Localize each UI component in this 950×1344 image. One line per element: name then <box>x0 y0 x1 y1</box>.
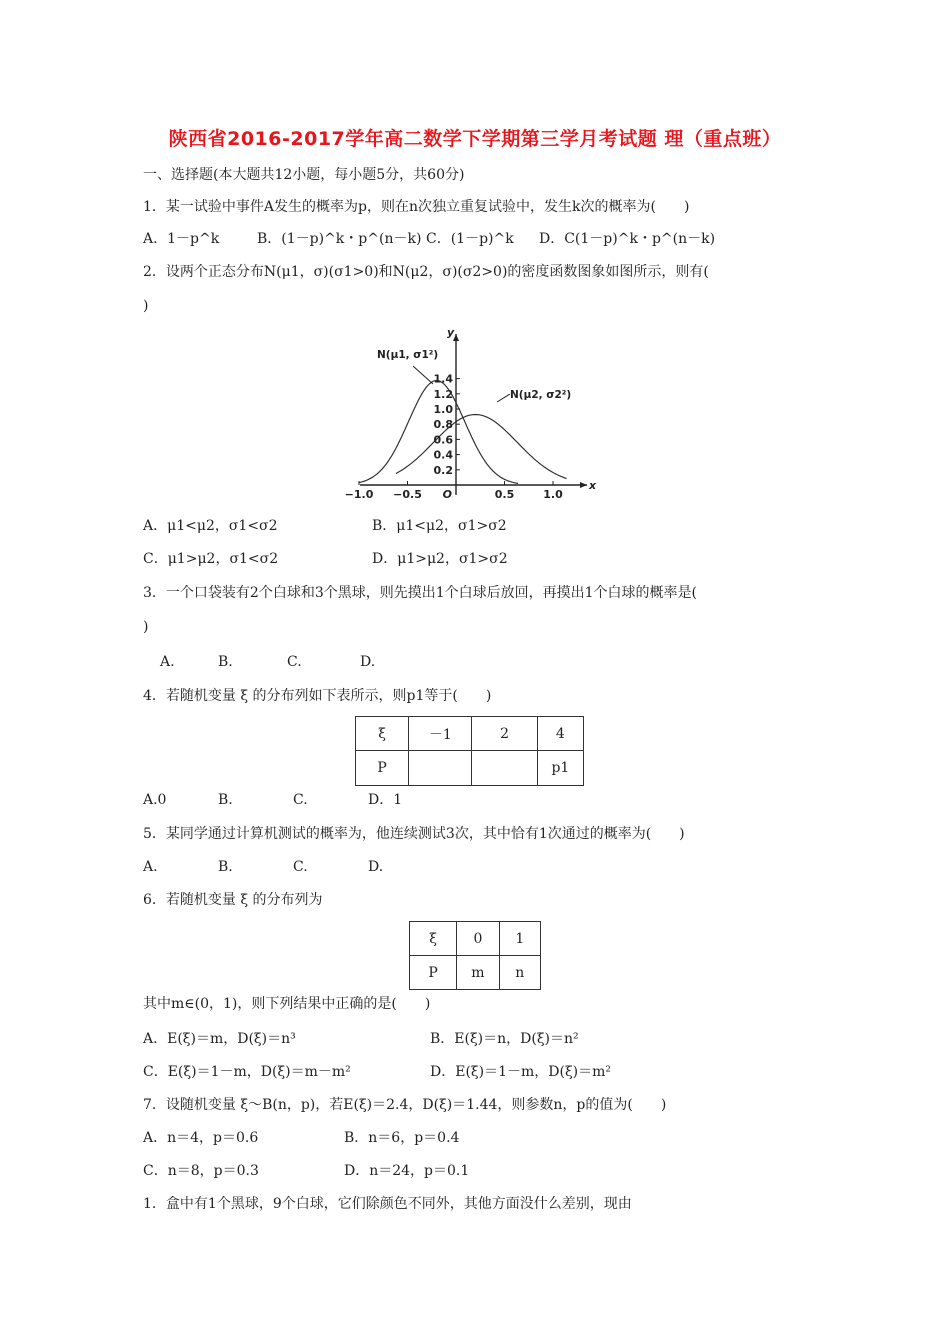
q7-option-d: D．n＝24，p＝0.1 <box>344 1163 470 1179</box>
q4-option-b: B. <box>218 792 233 808</box>
q6-cell: ξ <box>410 922 457 956</box>
y-tick-label: 0.6 <box>433 433 453 447</box>
q4-cell: 4 <box>537 717 583 751</box>
question-2-stem-cont: ) <box>143 298 149 314</box>
q6-cell: 0 <box>457 922 499 956</box>
q4-option-d: D．1 <box>368 792 403 808</box>
q5-option-a: A. <box>143 859 158 875</box>
q6-cell: P <box>410 956 457 990</box>
x-tick-label: −1.0 <box>344 488 374 501</box>
q6-option-a: A．E(ξ)＝m，D(ξ)＝n³ <box>143 1031 296 1047</box>
q2-option-c: C．μ1>μ2，σ1<σ2 <box>143 551 279 567</box>
q4-option-a: A.0 <box>143 792 167 808</box>
q1-option-d: D．C(1－p)^k・p^(n－k) <box>539 231 716 247</box>
q4-cell: －1 <box>409 717 472 751</box>
series-label: N(μ1, σ1²) <box>377 349 439 361</box>
q4-cell: p1 <box>537 751 583 786</box>
q5-option-b: B. <box>218 859 233 875</box>
q2-option-d: D．μ1>μ2，σ1>σ2 <box>372 551 508 567</box>
normal-density-chart <box>344 322 605 502</box>
q5-option-d: D. <box>368 859 384 875</box>
q3-option-b: B. <box>218 654 233 670</box>
series-label: N(μ2, σ2²) <box>510 389 572 401</box>
y-tick-label: 0.8 <box>433 418 453 432</box>
y-tick-label: 1.4 <box>433 372 453 386</box>
q3-option-d: D. <box>360 654 376 670</box>
q6-option-d: D．E(ξ)＝1－m，D(ξ)＝m² <box>430 1064 612 1080</box>
x-tick-label: 1.0 <box>543 488 563 501</box>
question-1-stem: 1．某一试验中事件A发生的概率为p，则在n次独立重复试验中，发生k次的概率为( ) <box>143 199 690 215</box>
question-6-stem: 6．若随机变量 ξ 的分布列为 <box>143 892 323 908</box>
question-5-stem: 5．某同学通过计算机测试的概率为，他连续测试3次，其中恰有1次通过的概率为( ) <box>143 826 685 842</box>
y-tick-label: 1.2 <box>433 387 453 401</box>
section-heading: 一、选择题(本大题共12小题，每小题5分，共60分) <box>143 167 465 183</box>
q4-cell: P <box>356 751 409 786</box>
chart-labels <box>345 326 597 501</box>
question-2-stem: 2．设两个正态分布N(μ1，σ)(σ1>0)和N(μ2，σ)(σ2>0)的密度函数图象如图所示，则有( <box>143 264 709 280</box>
q6-option-b: B．E(ξ)＝n，D(ξ)＝n² <box>430 1031 579 1047</box>
question-3-stem: 3．一个口袋装有2个白球和3个黑球，则先摸出1个白球后放回，再摸出1个白球的概率是( <box>143 585 697 601</box>
q1-option-c: C．(1－p)^k <box>426 231 514 247</box>
exam-title: 陕西省2016-2017学年高二数学下学期第三学月考试题 理（重点班） <box>168 128 782 150</box>
q5-option-c: C. <box>293 859 308 875</box>
y-axis-label: y <box>447 326 455 339</box>
question-7-stem: 7．设随机变量 ξ～B(n，p)，若E(ξ)＝2.4，D(ξ)＝1.44，则参数n，p的值为( ) <box>143 1097 667 1113</box>
series-pointer <box>413 366 433 384</box>
q3-option-a: A. <box>160 654 175 670</box>
q6-cell: n <box>499 956 540 990</box>
q7-option-b: B．n＝6，p＝0.4 <box>344 1130 460 1146</box>
question-3-stem-cont: ) <box>143 619 149 635</box>
q7-option-c: C．n＝8，p＝0.3 <box>143 1163 259 1179</box>
y-tick-label: 0.2 <box>433 463 453 477</box>
question-4-stem: 4．若随机变量 ξ 的分布列如下表所示，则p1等于( ) <box>143 688 492 704</box>
q3-option-c: C. <box>287 654 302 670</box>
q2-option-a: A．μ1<μ2，σ1<σ2 <box>143 518 278 534</box>
q7-option-a: A．n＝4，p＝0.6 <box>143 1130 259 1146</box>
density-curve <box>396 415 567 479</box>
y-tick-label: 0.4 <box>433 448 453 462</box>
q6-cell: m <box>457 956 499 990</box>
q4-option-c: C. <box>293 792 308 808</box>
x-axis-label: x <box>589 479 597 492</box>
x-tick-label: −0.5 <box>393 488 422 501</box>
q6-option-c: C．E(ξ)＝1－m，D(ξ)＝m－m² <box>143 1064 351 1080</box>
q4-distribution-table <box>355 716 584 786</box>
question-8-stem: 1．盒中有1个黑球，9个白球，它们除颜色不同外，其他方面没什么差别，现由 <box>143 1196 632 1212</box>
q6-cell: 1 <box>499 922 540 956</box>
q2-option-b: B．μ1<μ2，σ1>σ2 <box>372 518 507 534</box>
x-tick-label: 0.5 <box>494 488 515 501</box>
q6-distribution-table <box>409 921 541 990</box>
q6-condition: 其中m∈(0，1)，则下列结果中正确的是( ) <box>143 996 431 1012</box>
origin-label: O <box>442 488 452 501</box>
q4-cell <box>472 751 537 786</box>
q1-option-b: B．(1－p)^k・p^(n－k) <box>257 231 422 247</box>
series-pointer <box>497 394 510 402</box>
y-tick-label: 1.0 <box>433 403 453 416</box>
q4-cell: 2 <box>472 717 537 751</box>
q1-option-a: A．1－p^k <box>143 231 220 247</box>
q4-cell <box>409 751 472 786</box>
x-axis-arrow <box>580 482 587 488</box>
q4-cell: ξ <box>356 717 409 751</box>
